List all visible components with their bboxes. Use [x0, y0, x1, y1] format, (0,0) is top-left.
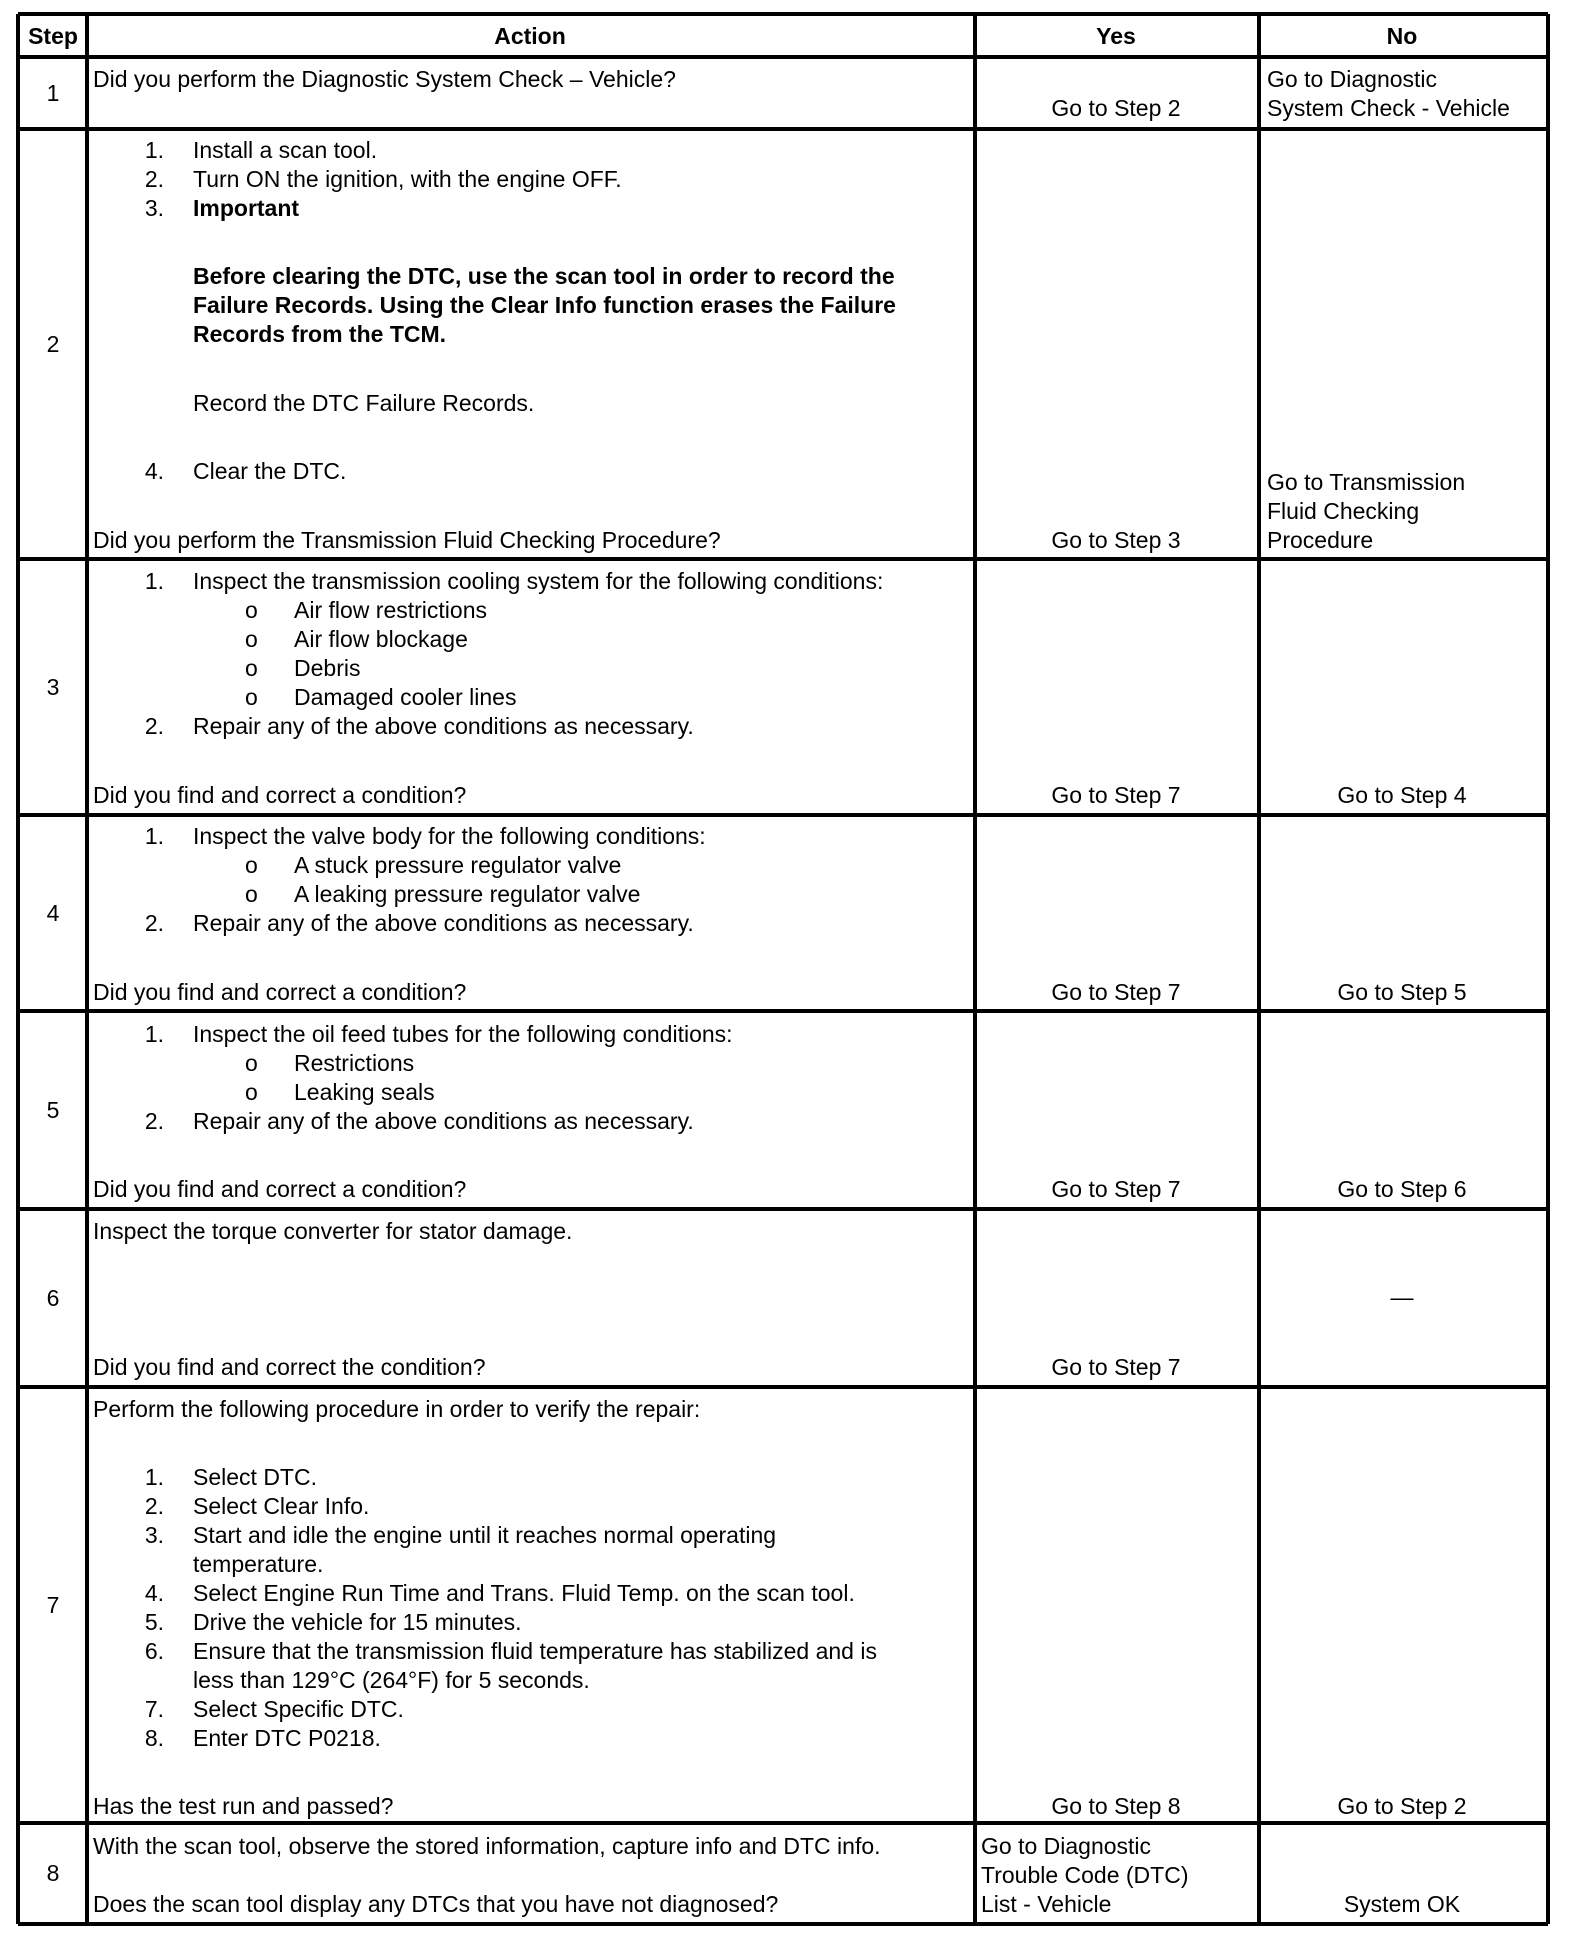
header-no: No	[1386, 22, 1418, 49]
action-question: Does the scan tool display any DTCs that you have not diagnosed?	[93, 1891, 779, 1917]
list-item: Start and idle the engine until it reaches normal operating	[193, 1522, 777, 1548]
list-item: Repair any of the above conditions as necessary.	[193, 1108, 694, 1134]
list-number: 3.	[144, 195, 164, 221]
list-number: 1.	[144, 1021, 164, 1047]
sub-item: Air flow restrictions	[294, 597, 487, 623]
no-answer: Go to Step 5	[1337, 979, 1467, 1005]
action-question: Did you find and correct a condition?	[93, 979, 467, 1005]
no-answer: —	[1390, 1284, 1414, 1310]
step-number: 7	[46, 1591, 60, 1618]
bullet: o	[245, 1050, 258, 1076]
bullet: o	[245, 597, 258, 623]
sub-item: Restrictions	[294, 1050, 415, 1076]
list-item: Ensure that the transmission fluid temperature has stabilized and is	[193, 1638, 877, 1664]
yes-answer: Go to Step 7	[1051, 782, 1181, 808]
step-number: 2	[46, 330, 60, 357]
list-item: Select Engine Run Time and Trans. Fluid Temp. on the scan tool.	[193, 1580, 855, 1606]
list-number: 2.	[144, 713, 164, 739]
list-item: Inspect the transmission cooling system for the following conditions:	[193, 568, 884, 594]
no-answer-line-2: Fluid Checking	[1267, 498, 1420, 524]
sub-item: A stuck pressure regulator valve	[294, 852, 622, 878]
action-question: Did you find and correct the condition?	[93, 1354, 486, 1380]
list-item: Install a scan tool.	[193, 137, 378, 163]
yes-answer: Go to Step 3	[1051, 527, 1181, 553]
action-intro: With the scan tool, observe the stored information, capture info and DTC info.	[93, 1833, 881, 1859]
list-item: Select Specific DTC.	[193, 1696, 404, 1722]
list-number: 3.	[144, 1522, 164, 1548]
list-number: 7.	[144, 1696, 164, 1722]
list-number: 2.	[144, 1108, 164, 1134]
yes-answer: Go to Step 7	[1051, 1354, 1181, 1380]
action-question: Did you perform the Diagnostic System Check – Vehicle?	[93, 66, 676, 92]
sub-item: A leaking pressure regulator valve	[294, 881, 641, 907]
sub-item: Leaking seals	[294, 1079, 435, 1105]
bullet: o	[245, 655, 258, 681]
action-intro: Inspect the torque converter for stator damage.	[93, 1218, 573, 1244]
list-number: 2.	[144, 1493, 164, 1519]
yes-answer-line-2: Trouble Code (DTC)	[981, 1862, 1189, 1888]
list-number: 1.	[144, 137, 164, 163]
step-number: 6	[46, 1284, 60, 1311]
yes-answer: Go to Step 7	[1051, 1176, 1181, 1202]
yes-answer: Go to Step 7	[1051, 979, 1181, 1005]
sub-item: Debris	[294, 655, 361, 681]
action-question: Did you find and correct a condition?	[93, 782, 467, 808]
list-item: Repair any of the above conditions as necessary.	[193, 713, 694, 739]
list-item: Repair any of the above conditions as necessary.	[193, 910, 694, 936]
bullet: o	[245, 852, 258, 878]
sub-item: Damaged cooler lines	[294, 684, 517, 710]
action-question: Did you perform the Transmission Fluid Checking Procedure?	[93, 527, 721, 553]
no-answer: Go to Step 2	[1337, 1793, 1467, 1819]
step-number: 5	[46, 1096, 60, 1123]
list-number: 1.	[144, 1464, 164, 1490]
list-number: 6.	[144, 1638, 164, 1664]
important-label: Important	[193, 195, 300, 221]
list-number: 4.	[144, 1580, 164, 1606]
list-item: Select DTC.	[193, 1464, 317, 1490]
action-question: Has the test run and passed?	[93, 1793, 394, 1819]
no-answer-line-2: System Check - Vehicle	[1267, 95, 1510, 121]
header-step: Step	[28, 22, 78, 49]
yes-answer-line-3: List - Vehicle	[981, 1891, 1112, 1917]
list-number: 1.	[144, 568, 164, 594]
list-item: Inspect the valve body for the following conditions:	[193, 823, 706, 849]
bullet: o	[245, 684, 258, 710]
yes-answer-line-1: Go to Diagnostic	[981, 1833, 1152, 1859]
no-answer-line-3: Procedure	[1267, 527, 1374, 553]
step-number: 8	[46, 1859, 60, 1886]
list-item: Select Clear Info.	[193, 1493, 370, 1519]
list-number: 2.	[144, 166, 164, 192]
list-item: Enter DTC P0218.	[193, 1725, 381, 1751]
important-text: Failure Records. Using the Clear Info function erases the Failure	[193, 292, 896, 318]
bullet: o	[245, 1079, 258, 1105]
important-text: Before clearing the DTC, use the scan tool in order to record the	[193, 263, 895, 289]
list-item: Inspect the oil feed tubes for the following conditions:	[193, 1021, 733, 1047]
list-item-continued: temperature.	[193, 1551, 324, 1577]
yes-answer: Go to Step 8	[1051, 1793, 1181, 1819]
header-yes: Yes	[1096, 22, 1136, 49]
no-answer-line-1: Go to Diagnostic	[1267, 66, 1438, 92]
no-answer: Go to Step 4	[1337, 782, 1467, 808]
bullet: o	[245, 881, 258, 907]
list-item: Drive the vehicle for 15 minutes.	[193, 1609, 522, 1635]
no-answer: System OK	[1343, 1891, 1461, 1917]
note-text: Record the DTC Failure Records.	[193, 390, 535, 416]
no-answer: Go to Step 6	[1337, 1176, 1467, 1202]
list-number: 2.	[144, 910, 164, 936]
list-item: Turn ON the ignition, with the engine OFF.	[193, 166, 622, 192]
step-number: 3	[46, 673, 60, 700]
list-number: 4.	[144, 458, 164, 484]
list-number: 8.	[144, 1725, 164, 1751]
bullet: o	[245, 626, 258, 652]
action-intro: Perform the following procedure in order to verify the repair:	[93, 1396, 701, 1422]
step-number: 1	[46, 79, 60, 106]
list-item: Clear the DTC.	[193, 458, 347, 484]
list-number: 1.	[144, 823, 164, 849]
no-answer-line-1: Go to Transmission	[1267, 469, 1466, 495]
important-text: Records from the TCM.	[193, 321, 447, 347]
action-question: Did you find and correct a condition?	[93, 1176, 467, 1202]
list-number: 5.	[144, 1609, 164, 1635]
sub-item: Air flow blockage	[294, 626, 468, 652]
yes-answer: Go to Step 2	[1051, 95, 1181, 121]
step-number: 4	[46, 899, 60, 926]
header-action: Action	[494, 22, 566, 49]
list-item-continued: less than 129°C (264°F) for 5 seconds.	[193, 1667, 590, 1693]
